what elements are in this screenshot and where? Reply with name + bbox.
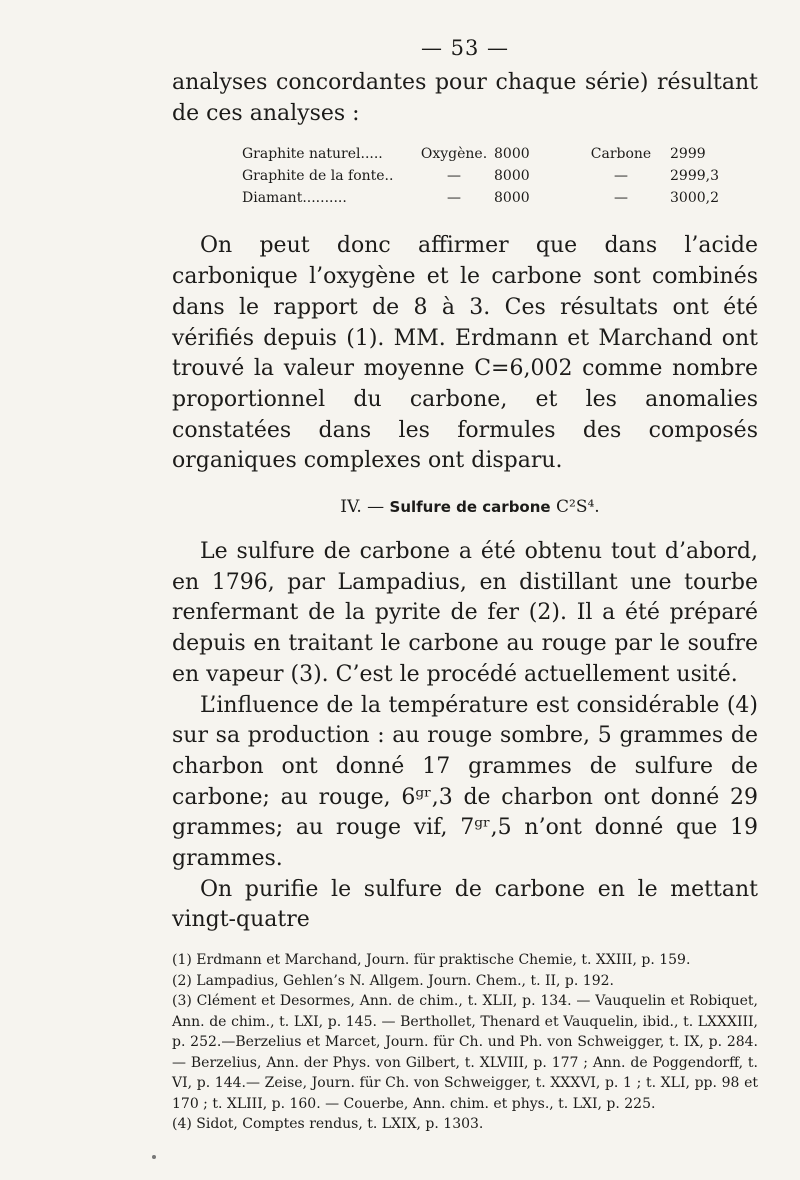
oxygen-value: 8000 <box>494 168 530 185</box>
carbon-label: — <box>614 168 628 185</box>
carbon-label: Carbone <box>590 146 652 163</box>
table-row <box>242 165 750 187</box>
row-label: Diamant.......... <box>242 190 347 207</box>
paper-speck <box>152 1155 156 1159</box>
oxygen-value: 8000 <box>494 190 530 207</box>
carbon-value: 2999,3 <box>670 168 719 185</box>
table-row <box>242 143 750 165</box>
footnote: (4) Sidot, Comptes rendus, t. LXIX, p. 1303. <box>172 1116 484 1133</box>
paragraph: Le sulfure de carbone a été obtenu tout d’abord, en 1796, par Lampadius, en distillant une tourbe renfermant de la pyrite de fer (2). Il a été préparé depuis en traitant le carbone au rouge par le soufre en vapeur (3). C’est le procédé actuellement usité. <box>172 539 758 687</box>
row-label: Graphite naturel..... <box>242 146 383 163</box>
paragraph: On purifie le sulfure de carbone en le mettant vingt-quatre <box>172 876 758 933</box>
paragraph: On peut donc affirmer que dans l’acide carbonique l’oxygène et le carbone sont combinés dans le rapport de 8 à 3. Ces résultats ont été vérifiés depuis (1). MM. Erdmann et Marchand ont trouvé la valeur moyenne C=6,002 comme nombre proportionnel du carbone, et les anomalies constatées dans les formules des composés organiques complexes ont disparu. <box>172 233 758 474</box>
oxygen-label: — <box>447 190 461 207</box>
section-number: IV. — <box>340 497 385 518</box>
carbon-value: 3000,2 <box>670 190 719 207</box>
row-label: Graphite de la fonte.. <box>242 168 394 185</box>
carbon-label: — <box>614 190 628 207</box>
oxygen-value: 8000 <box>494 146 530 163</box>
oxygen-label: Oxygène. <box>420 146 488 163</box>
footnote: (1) Erdmann et Marchand, Journ. für praktische Chemie, t. XXIII, p. 159. <box>172 952 691 969</box>
section-title: Sulfure de carbone <box>389 498 551 517</box>
intro-paragraph: analyses concordantes pour chaque série) résultant de ces analyses : <box>172 70 758 126</box>
table-row <box>242 187 750 209</box>
footnotes <box>172 950 758 1135</box>
page-number: — 53 — <box>420 36 510 60</box>
carbon-value: 2999 <box>670 146 706 163</box>
section-formula: C²S⁴. <box>556 497 600 518</box>
comparison-table <box>242 143 750 209</box>
oxygen-label: — <box>447 168 461 185</box>
footnote: (3) Clément et Desormes, Ann. de chim., t. XLII, p. 134. — Vauquelin et Robiquet, Ann. de chim., t. LXI, p. 145. — Berthollet, Thenard et Vauquelin, ibid., t. LXXXIII, p. 252.—Berzelius et Marcet, Journ. für Ch. und Ph. von Schweigger, t. IX, p. 284. — Berzelius, Ann. der Phys. von Gilbert, t. XLVIII, p. 177 ; Ann. de Poggendorff, t. VI, p. 144.— Zeise, Journ. für Ch. von Schweigger, t. XXXVI, p. 1 ; t. XLI, pp. 98 et 170 ; t. XLIII, p. 160. — Couerbe, Ann. chim. et phys., t. LXI, p. 225. <box>172 993 758 1112</box>
section-heading <box>182 497 758 517</box>
footnote: (2) Lampadius, Gehlen’s N. Allgem. Journ. Chem., t. II, p. 192. <box>172 972 614 989</box>
paragraph: L’influence de la température est considérable (4) sur sa production : au rouge sombre, 5 grammes de charbon ont donné 17 grammes de sulfure de carbone; au rouge, 6ᵍʳ,3 de charbon ont donné 29 grammes; au rouge vif, 7ᵍʳ,5 n’ont donné que 19 grammes. <box>172 692 758 872</box>
page <box>172 36 758 1135</box>
